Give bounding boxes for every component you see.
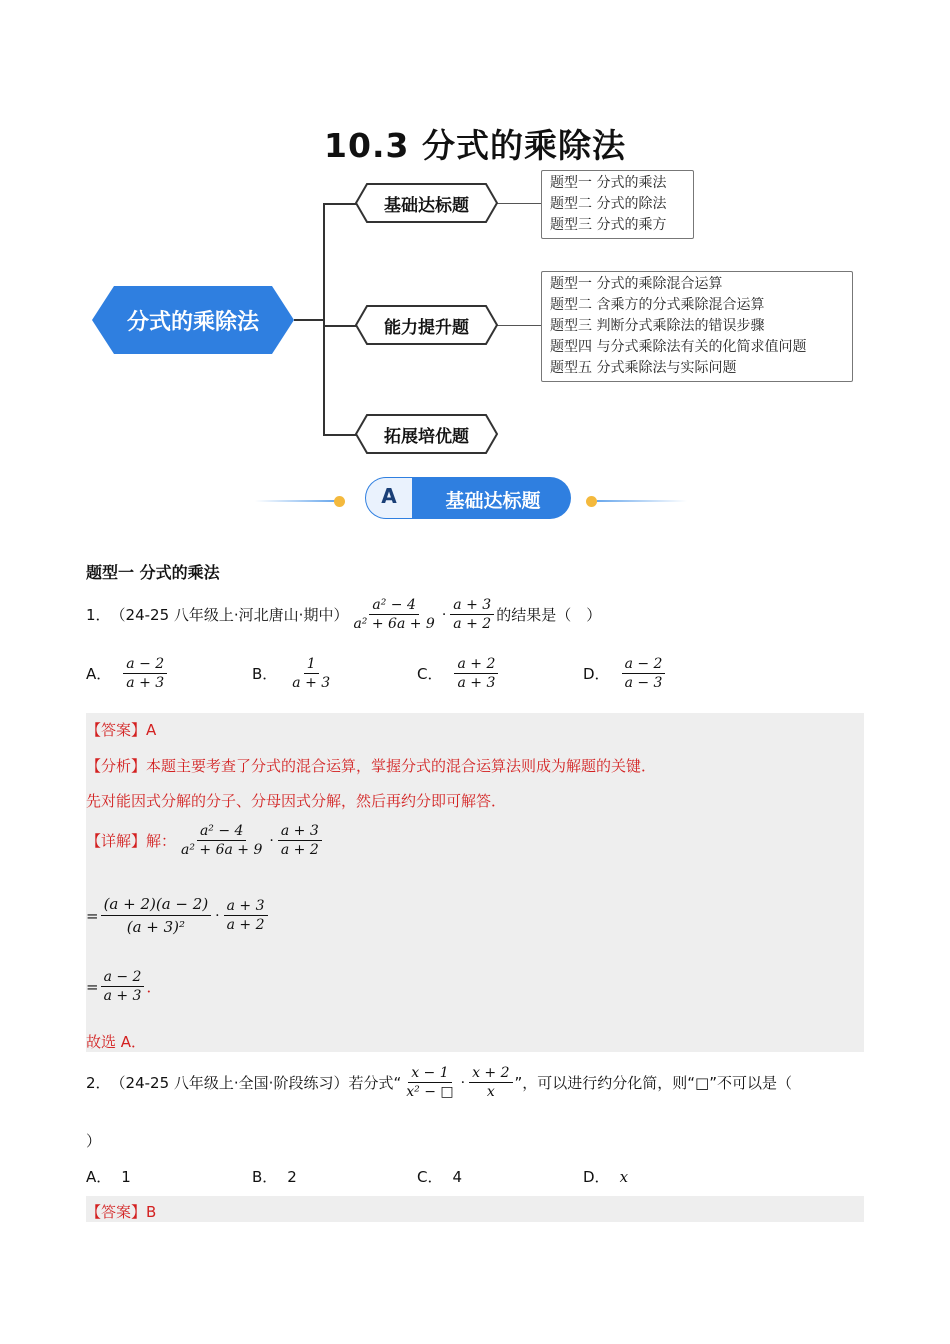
- option-a[interactable]: [86, 655, 169, 692]
- fraction-numerator: a − 2: [123, 655, 167, 674]
- detail-label: 【详解】解：: [86, 832, 177, 850]
- fraction: [454, 655, 498, 692]
- list-item: 题型五 分式乘除法与实际问题: [550, 360, 737, 376]
- fraction: [403, 1064, 456, 1101]
- mindmap-root-node: [92, 286, 294, 354]
- question-2-stem-end: ）: [86, 1132, 102, 1150]
- fraction-denominator: a − 3: [624, 675, 663, 691]
- period-mark: ．: [146, 978, 162, 996]
- option-value: 1: [121, 1167, 131, 1186]
- list-item: 题型三 判断分式乘除法的错误步骤: [550, 318, 765, 334]
- fraction: [101, 893, 212, 938]
- mindmap-branch-extension: [355, 414, 498, 454]
- mindmap-branch-basic: [355, 183, 498, 223]
- multiply-dot: ·: [441, 606, 447, 623]
- option-d[interactable]: [583, 1166, 628, 1187]
- mindmap-list-advanced: [541, 271, 853, 382]
- fraction-numerator: x + 2: [469, 1064, 512, 1083]
- fraction-denominator: a + 2: [226, 917, 265, 933]
- option-label: B．: [252, 1168, 278, 1186]
- mindmap-list-connector-2: [497, 325, 541, 326]
- fraction-denominator: (a + 3)²: [126, 918, 186, 936]
- mindmap-branch-advanced: [355, 305, 498, 345]
- fraction-numerator: a + 3: [224, 897, 268, 916]
- fraction-denominator: a² + 6a + 9: [353, 616, 435, 632]
- fraction: [224, 897, 268, 934]
- detail-step-1: [86, 822, 324, 859]
- fraction: [278, 822, 322, 859]
- answer-q2: 【答案】B: [86, 1203, 157, 1221]
- section-title: 题型一 分式的乘法: [86, 563, 220, 582]
- fraction-denominator: a + 3: [292, 675, 331, 691]
- fraction: [622, 655, 666, 692]
- option-label: C．: [417, 1168, 443, 1186]
- conclusion-q1: 故选 A．: [86, 1033, 147, 1051]
- list-item: 题型三 分式的乘方: [550, 217, 667, 233]
- mindmap-list-basic: [541, 170, 694, 239]
- fraction-denominator: a + 3: [457, 675, 496, 691]
- analysis-q1-cont: 先对能因式分解的分子、分母因式分解，然后再约分即可解答．: [86, 792, 507, 810]
- question-number: 2．: [86, 1074, 111, 1092]
- fraction-numerator: 1: [304, 655, 319, 674]
- option-label: C．: [417, 665, 443, 683]
- option-a[interactable]: [86, 1166, 131, 1187]
- fraction-denominator: a + 3: [103, 988, 142, 1004]
- option-label: D．: [583, 665, 610, 683]
- question-number: 1．: [86, 606, 111, 624]
- answer-q1: 【答案】A: [86, 721, 157, 739]
- mindmap-branch-connector-1: [323, 203, 357, 205]
- option-label: A．: [86, 1168, 112, 1186]
- fraction: [450, 596, 494, 633]
- option-label: A．: [86, 665, 112, 683]
- fraction-denominator: a + 2: [280, 842, 319, 858]
- mindmap-branch-connector-2: [323, 325, 357, 327]
- fraction: [101, 968, 145, 1005]
- fraction-numerator: a + 3: [278, 822, 322, 841]
- mindmap-root-label: 分式的乘除法: [126, 309, 259, 335]
- multiply-dot: ·: [460, 1074, 466, 1091]
- equals-sign: =: [86, 906, 99, 925]
- option-b[interactable]: [252, 1166, 297, 1187]
- fraction: [289, 655, 333, 692]
- mindmap-branch-label: 能力提升题: [384, 317, 469, 338]
- fraction: [350, 596, 437, 633]
- fraction-denominator: a² + 6a + 9: [181, 842, 263, 858]
- mindmap-trunk: [323, 203, 325, 436]
- fraction-denominator: x: [486, 1084, 495, 1100]
- equals-sign: =: [86, 977, 99, 996]
- question-stem-tail: 的结果是（ ）: [496, 606, 602, 624]
- fraction-numerator: a − 2: [622, 655, 666, 674]
- fraction-numerator: (a + 2)(a − 2): [101, 893, 212, 916]
- fraction-numerator: a + 3: [450, 596, 494, 615]
- fraction: [178, 822, 265, 859]
- banner-line-left: [255, 500, 335, 502]
- mindmap-root-connector: [294, 319, 324, 321]
- option-d[interactable]: [583, 655, 667, 692]
- question-2-stem: [86, 1064, 864, 1101]
- list-item: 题型一 分式的乘法: [550, 175, 667, 191]
- mindmap-branch-label: 拓展培优题: [384, 426, 469, 447]
- question-1-stem: [86, 596, 601, 633]
- fraction-numerator: a + 2: [454, 655, 498, 674]
- option-c[interactable]: [417, 1166, 462, 1187]
- fraction-denominator: a + 2: [453, 616, 492, 632]
- fraction-denominator: x² − □: [406, 1084, 454, 1100]
- banner-letter: A: [381, 484, 397, 508]
- list-item: 题型二 分式的除法: [550, 196, 667, 212]
- fraction-numerator: a² − 4: [197, 822, 247, 841]
- mindmap-list-connector-1: [497, 203, 541, 204]
- question-stem-part: ”，可以进行约分化简，则“□”不可以是（: [514, 1074, 792, 1092]
- detail-step-2: [86, 893, 270, 938]
- question-source: （24-25 八年级上·全国·阶段练习）: [110, 1074, 349, 1092]
- list-item: 题型四 与分式乘除法有关的化简求值问题: [550, 339, 807, 355]
- fraction: [123, 655, 167, 692]
- mindmap-branch-label: 基础达标题: [384, 195, 469, 216]
- answer-box-q2: [86, 1196, 864, 1222]
- banner-dot-left: [334, 496, 345, 507]
- option-c[interactable]: [417, 655, 500, 692]
- multiply-dot: ·: [269, 832, 274, 849]
- question-stem-part: 若分式“: [348, 1074, 402, 1092]
- fraction-numerator: x − 1: [408, 1064, 451, 1083]
- option-value: x: [619, 1167, 629, 1186]
- fraction: [469, 1064, 512, 1101]
- option-label: D．: [583, 1168, 610, 1186]
- multiply-dot: ·: [215, 907, 220, 924]
- page-title: 10.3 分式的乘除法: [324, 126, 626, 165]
- fraction-numerator: a² − 4: [369, 596, 419, 615]
- detail-step-3: [86, 968, 161, 1005]
- fraction-denominator: a + 3: [126, 675, 165, 691]
- option-label: B．: [252, 665, 278, 683]
- option-value: 4: [452, 1167, 463, 1186]
- mindmap-branch-connector-3: [323, 434, 357, 436]
- banner-label: 基础达标题: [445, 490, 541, 512]
- list-item: 题型一 分式的乘除混合运算: [550, 276, 723, 292]
- option-b[interactable]: [252, 655, 335, 692]
- section-banner: [364, 476, 572, 520]
- fraction-numerator: a − 2: [101, 968, 145, 987]
- list-item: 题型二 含乘方的分式乘除混合运算: [550, 297, 765, 313]
- question-source: （24-25 八年级上·河北唐山·期中）: [110, 606, 349, 624]
- analysis-q1: 【分析】本题主要考查了分式的混合运算，掌握分式的混合运算法则成为解题的关键．: [86, 757, 657, 775]
- banner-line-right: [597, 500, 687, 502]
- banner-dot-right: [586, 496, 597, 507]
- option-value: 2: [287, 1167, 297, 1186]
